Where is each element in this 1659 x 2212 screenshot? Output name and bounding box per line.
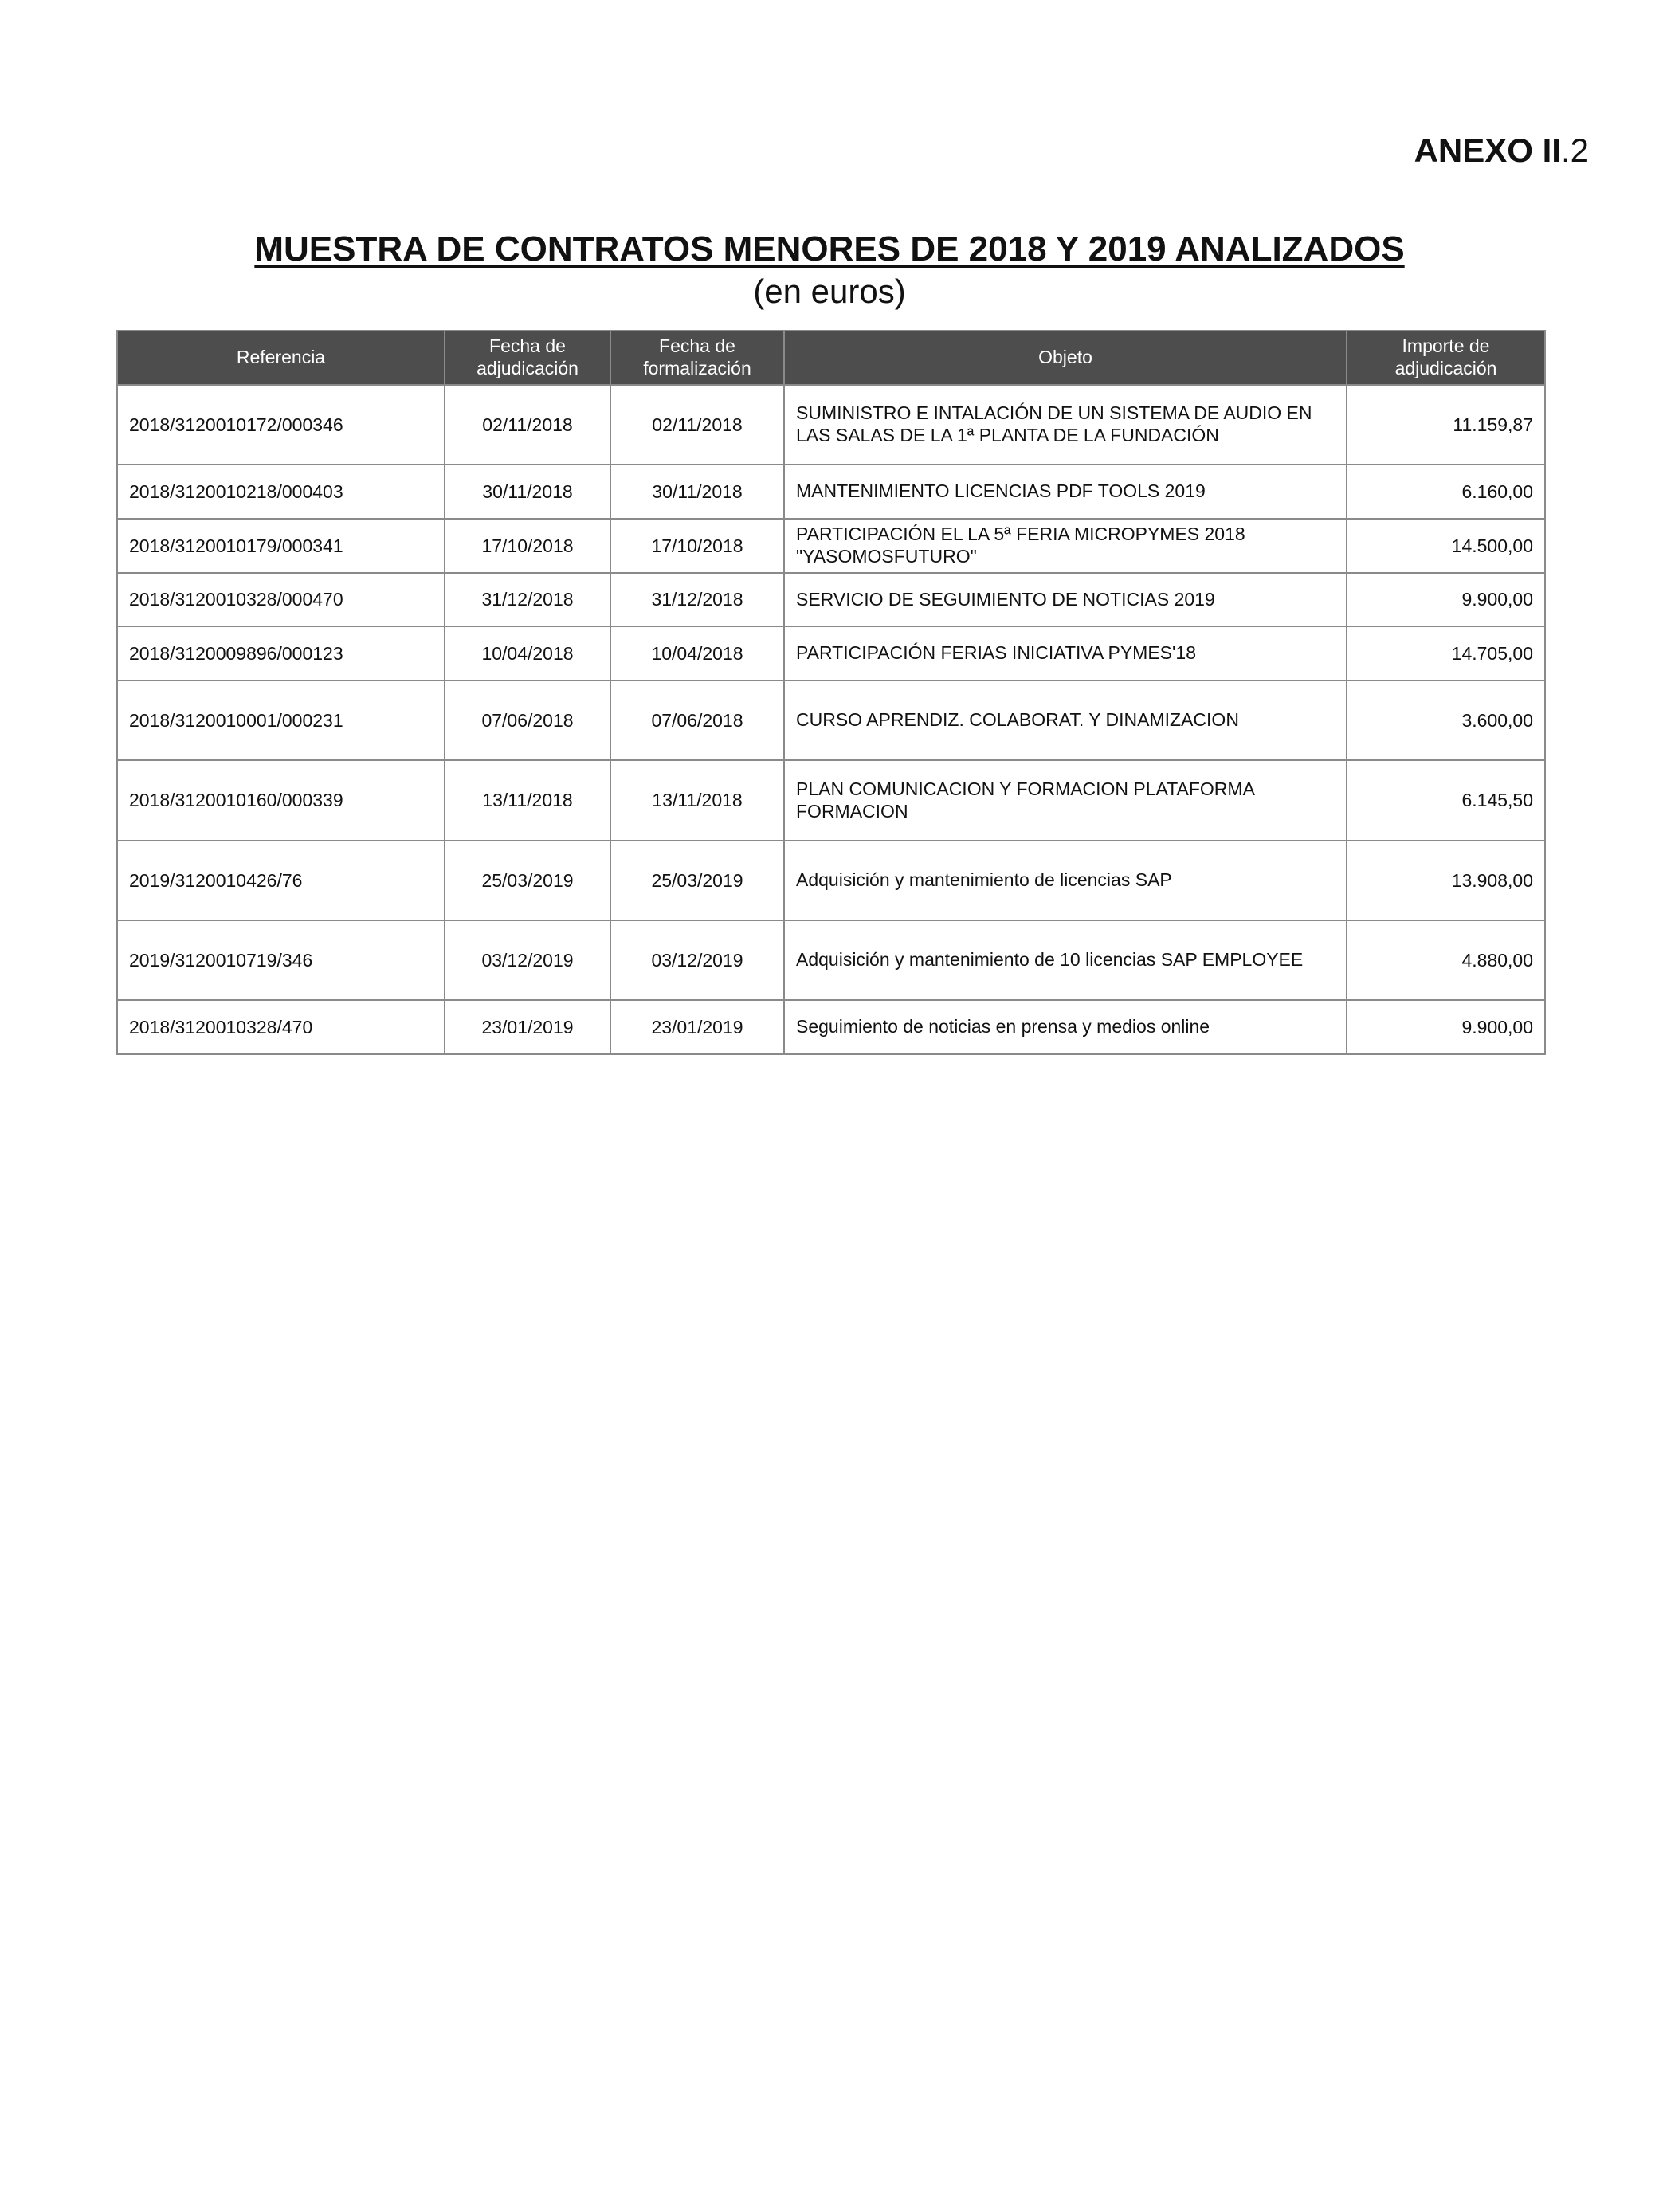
cell-objeto: SUMINISTRO E INTALACIÓN DE UN SISTEMA DE AUDIO EN LAS SALAS DE LA 1ª PLANTA DE LA FUNDACIÓN <box>784 385 1347 465</box>
cell-referencia: 2018/3120010328/470 <box>117 1000 445 1054</box>
cell-fecha-adjudicacion: 25/03/2019 <box>445 841 610 920</box>
table-row <box>117 680 1545 760</box>
cell-importe: 3.600,00 <box>1347 680 1545 760</box>
cell-objeto: CURSO APRENDIZ. COLABORAT. Y DINAMIZACION <box>784 680 1347 760</box>
cell-importe: 6.160,00 <box>1347 465 1545 519</box>
cell-referencia: 2018/3120010001/000231 <box>117 680 445 760</box>
cell-fecha-adjudicacion: 13/11/2018 <box>445 760 610 841</box>
cell-objeto: PLAN COMUNICACION Y FORMACION PLATAFORMA FORMACION <box>784 760 1347 841</box>
cell-objeto: PARTICIPACIÓN FERIAS INICIATIVA PYMES'18 <box>784 626 1347 680</box>
cell-referencia: 2018/3120010172/000346 <box>117 385 445 465</box>
cell-fecha-formalizacion: 25/03/2019 <box>610 841 784 920</box>
cell-fecha-adjudicacion: 02/11/2018 <box>445 385 610 465</box>
cell-fecha-adjudicacion: 23/01/2019 <box>445 1000 610 1054</box>
cell-referencia: 2018/3120009896/000123 <box>117 626 445 680</box>
annex-label <box>1414 131 1589 169</box>
cell-objeto: Adquisición y mantenimiento de licencias SAP <box>784 841 1347 920</box>
cell-referencia: 2019/3120010719/346 <box>117 920 445 1000</box>
cell-fecha-adjudicacion: 07/06/2018 <box>445 680 610 760</box>
cell-importe: 14.500,00 <box>1347 519 1545 573</box>
table-row <box>117 1000 1545 1054</box>
cell-importe: 4.880,00 <box>1347 920 1545 1000</box>
cell-fecha-formalizacion: 13/11/2018 <box>610 760 784 841</box>
cell-importe: 13.908,00 <box>1347 841 1545 920</box>
table-row <box>117 760 1545 841</box>
column-header-fecha-adjudicacion: Fecha de adjudicación <box>445 331 610 385</box>
cell-objeto: SERVICIO DE SEGUIMIENTO DE NOTICIAS 2019 <box>784 573 1347 626</box>
cell-referencia: 2018/3120010218/000403 <box>117 465 445 519</box>
table-row <box>117 626 1545 680</box>
cell-referencia: 2018/3120010328/000470 <box>117 573 445 626</box>
cell-objeto: PARTICIPACIÓN EL LA 5ª FERIA MICROPYMES 2018 "YASOMOSFUTURO" <box>784 519 1347 573</box>
annex-label-suffix: .2 <box>1560 131 1589 169</box>
cell-fecha-formalizacion: 02/11/2018 <box>610 385 784 465</box>
cell-importe: 14.705,00 <box>1347 626 1545 680</box>
page-subtitle: (en euros) <box>753 272 906 310</box>
table-row <box>117 920 1545 1000</box>
cell-importe: 9.900,00 <box>1347 573 1545 626</box>
cell-objeto: Seguimiento de noticias en prensa y medios online <box>784 1000 1347 1054</box>
cell-referencia: 2019/3120010426/76 <box>117 841 445 920</box>
cell-fecha-formalizacion: 03/12/2019 <box>610 920 784 1000</box>
cell-fecha-adjudicacion: 17/10/2018 <box>445 519 610 573</box>
cell-fecha-formalizacion: 17/10/2018 <box>610 519 784 573</box>
cell-fecha-formalizacion: 23/01/2019 <box>610 1000 784 1054</box>
cell-fecha-adjudicacion: 03/12/2019 <box>445 920 610 1000</box>
table-row <box>117 519 1545 573</box>
cell-referencia: 2018/3120010160/000339 <box>117 760 445 841</box>
table-row <box>117 385 1545 465</box>
table-row <box>117 465 1545 519</box>
column-header-fecha-formalizacion: Fecha de formalización <box>610 331 784 385</box>
cell-objeto: MANTENIMIENTO LICENCIAS PDF TOOLS 2019 <box>784 465 1347 519</box>
cell-fecha-formalizacion: 31/12/2018 <box>610 573 784 626</box>
cell-importe: 6.145,50 <box>1347 760 1545 841</box>
cell-referencia: 2018/3120010179/000341 <box>117 519 445 573</box>
cell-importe: 11.159,87 <box>1347 385 1545 465</box>
column-header-importe: Importe de adjudicación <box>1347 331 1545 385</box>
page-title: MUESTRA DE CONTRATOS MENORES DE 2018 Y 2019 ANALIZADOS <box>254 229 1405 269</box>
cell-importe: 9.900,00 <box>1347 1000 1545 1054</box>
title-block <box>0 229 1659 310</box>
cell-fecha-formalizacion: 10/04/2018 <box>610 626 784 680</box>
cell-objeto: Adquisición y mantenimiento de 10 licencias SAP EMPLOYEE <box>784 920 1347 1000</box>
cell-fecha-formalizacion: 07/06/2018 <box>610 680 784 760</box>
column-header-objeto: Objeto <box>784 331 1347 385</box>
cell-fecha-adjudicacion: 10/04/2018 <box>445 626 610 680</box>
table-header-row <box>117 331 1545 385</box>
cell-fecha-formalizacion: 30/11/2018 <box>610 465 784 519</box>
contracts-table <box>116 330 1546 1055</box>
cell-fecha-adjudicacion: 30/11/2018 <box>445 465 610 519</box>
column-header-referencia: Referencia <box>117 331 445 385</box>
annex-label-main: ANEXO II <box>1414 131 1561 169</box>
cell-fecha-adjudicacion: 31/12/2018 <box>445 573 610 626</box>
table-row <box>117 573 1545 626</box>
table-row <box>117 841 1545 920</box>
